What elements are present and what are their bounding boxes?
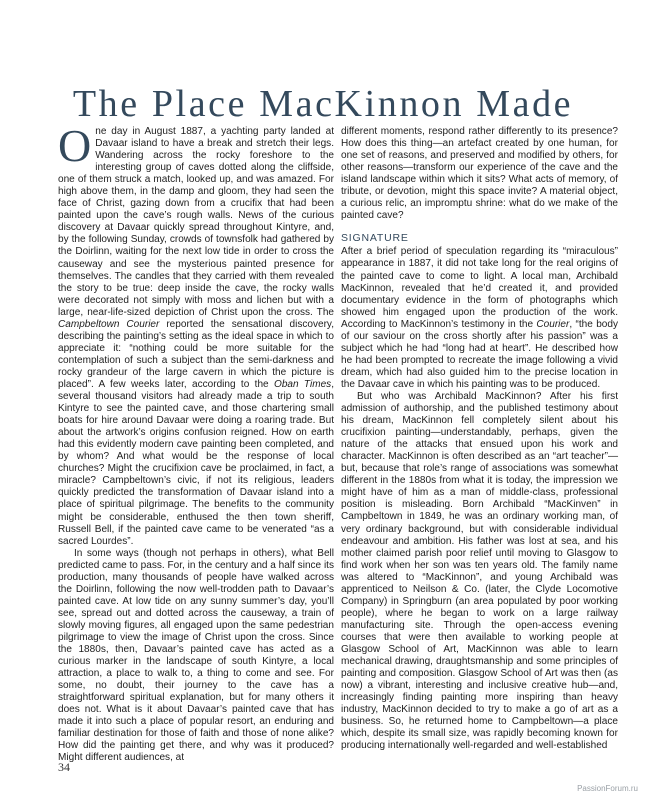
paragraph-text: , “the body of our saviour on the cross shortly after his passion” was a subject which he had “long had at heart”. He described how he had been prompted to recreate the image following a vivid dream, which had also guided him to the precise location in the Davaar cave in which his painting was to be produced. <box>341 318 618 390</box>
left-column <box>58 120 334 764</box>
paragraph-text: ne day in August 1887, a yachting party landed at Davaar island to have a break and stretch their legs. Wandering across the rocky foreshore to the interesting group of caves dotted along the cliffside, one of them struck a match, looked up, and was amazed. For high above them, in the damp and gloom, they had seen the face of Christ, gazing down from a crucifix that had been painted upon the cave’s rough walls. News of the curious discovery at Davaar quickly spread throughout Kintyre, and, by the following Sunday, crowds of townsfolk had gathered by the Doirlinn, waiting for the next low tide in order to cross the causeway and see the mysterious painted presence for themselves. The candles that they carried with them revealed the story to be true: deep inside the cave, the rocky walls were decorated not simply with moss and lichen but with a large, near-life-sized depiction of Christ upon the cross. The <box>58 126 334 318</box>
body-paragraph: In some ways (though not perhaps in others), what Bell predicted came to pass. For, in the century and a half since its production, many thousands of people have walked across the Doirlinn, following the now well-trodden path to Davaar’s painted cave. At low tide on any sunny summer’s day, you’ll see, spread out and dotted across the causeway, a train of slowly moving figures, all engaged upon the same pedestrian pilgrimage to view the image of Christ upon the cross. Since the 1880s, then, Davaar’s painted cave has acted as a curious marker in the landscape of south Kintyre, a local attraction, a place to walk to, a thing to come and see. For some, no doubt, their journey to the cave has a straightforward spiritual explanation, but for many others it does not. What is it about Davaar’s painted cave that has made it into such a place of popular resort, an enduring and familiar destination for those of faith and those of none alike? How did the painting get there, and why was it produced? Might different audiences, at <box>58 547 334 764</box>
right-column <box>341 126 618 752</box>
paragraph-text: After a brief period of speculation regarding its “miraculous” appearance in 1887, it did not take long for the real origins of the painted cave to come to light. A local man, Archibald MacKinnon, revealed that he’d created it, and provided documentary evidence in the form of photographs which showed him engaged upon the production of the work. According to MacKinnon’s testimony in the <box>341 246 618 330</box>
publication-title: Courier <box>536 318 570 330</box>
body-paragraph <box>341 246 618 391</box>
publication-title: Campbeltown Courier <box>58 318 160 330</box>
page-title: The Place MacKinnon Made <box>72 83 574 125</box>
section-heading: SIGNATURE <box>341 232 409 245</box>
paragraph-text: reported the sensational discovery, describing the painting’s setting as the ideal space in which to appreciate it: “nothing could be more suitable for the contemplation of such a subject than the semi-darkness and rocky grandeur of the large cavern in which the picture is placed”. A few weeks later, according to the <box>58 318 334 390</box>
publication-title: Oban Times <box>274 378 332 390</box>
body-paragraph: But who was Archibald MacKinnon? After his first admission of authorship, and the published testimony about his dream, MacKinnon fell completely silent about his crucifixion painting—understandably, perhaps, given the nature of the attacks that ensued upon his work and character. MacKinnon is often described as an “art teacher”—but, because that role’s range of associations was somewhat different in the 1880s from what it is today, the impression we might have of him as a man of middle-class, professional position is misleading. Born Archibald “MacKinven” in Campbeltown in 1849, he was an ordinary working man, of very ordinary background, but with considerable individual endeavour and ambition. His father was lost at sea, and his mother claimed parish poor relief until moving to Glasgow to find work when her son was ten years old. The family name was altered to “MacKinnon”, and young Archibald was apprenticed to Neilson & Co. (later, the Clyde Locomotive Company) in Springburn (an area populated by poor working people), where he began to work on a large railway manufacturing site. Through the open-access evening courses that were then available to working people at Glasgow School of Art, MacKinnon was able to learn mechanical drawing, draughtsmanship and some principles of painting and composition. Glasgow School of Art was then (as now) a vibrant, interesting and inclusive creative hub—and, increasingly finding painting more inspiring than heavy industry, MacKinnon decided to try to make a go of art as a business. So, he returned home to Campbeltown—a place which, despite its small size, was rapidly becoming known for producing internationally well-regarded and well-established <box>341 390 618 752</box>
paragraph-text: , several thousand visitors had already made a trip to south Kintyre to see the painted cave, and those chartering small boats for hire around Davaar were doing a roaring trade. But about the artwork’s origins confusion reigned. How on earth had this evidently modern cave painting been completed, and by whom? And what would be the response of local churches? Might the crucifixion cave be proclaimed, in fact, a miracle? Campbeltown’s civic, if not its religious, leaders quickly predicted the transformation of Davaar island into a place of spiritual pilgrimage. The benefits to the community might be considerable, enthused the then town sheriff, Russell Bell, if the painted cave came to be venerated “as a sacred Lourdes”. <box>58 378 334 547</box>
drop-cap: O <box>58 120 92 171</box>
page-number: 34 <box>58 760 70 774</box>
body-paragraph: different moments, respond rather differently to its presence? How does this thing—an artefact created by one human, for one set of reasons, and preserved and modified by others, for other reasons—transform our experience of the cave and the island landscape within which it sits? What acts of memory, of tribute, or devotion, might this space invite? A material object, a curious relic, an impromptu shrine: what do we make of the painted cave? <box>341 126 618 222</box>
opening-paragraph <box>58 120 334 548</box>
watermark: PassionForum.ru <box>577 784 638 793</box>
